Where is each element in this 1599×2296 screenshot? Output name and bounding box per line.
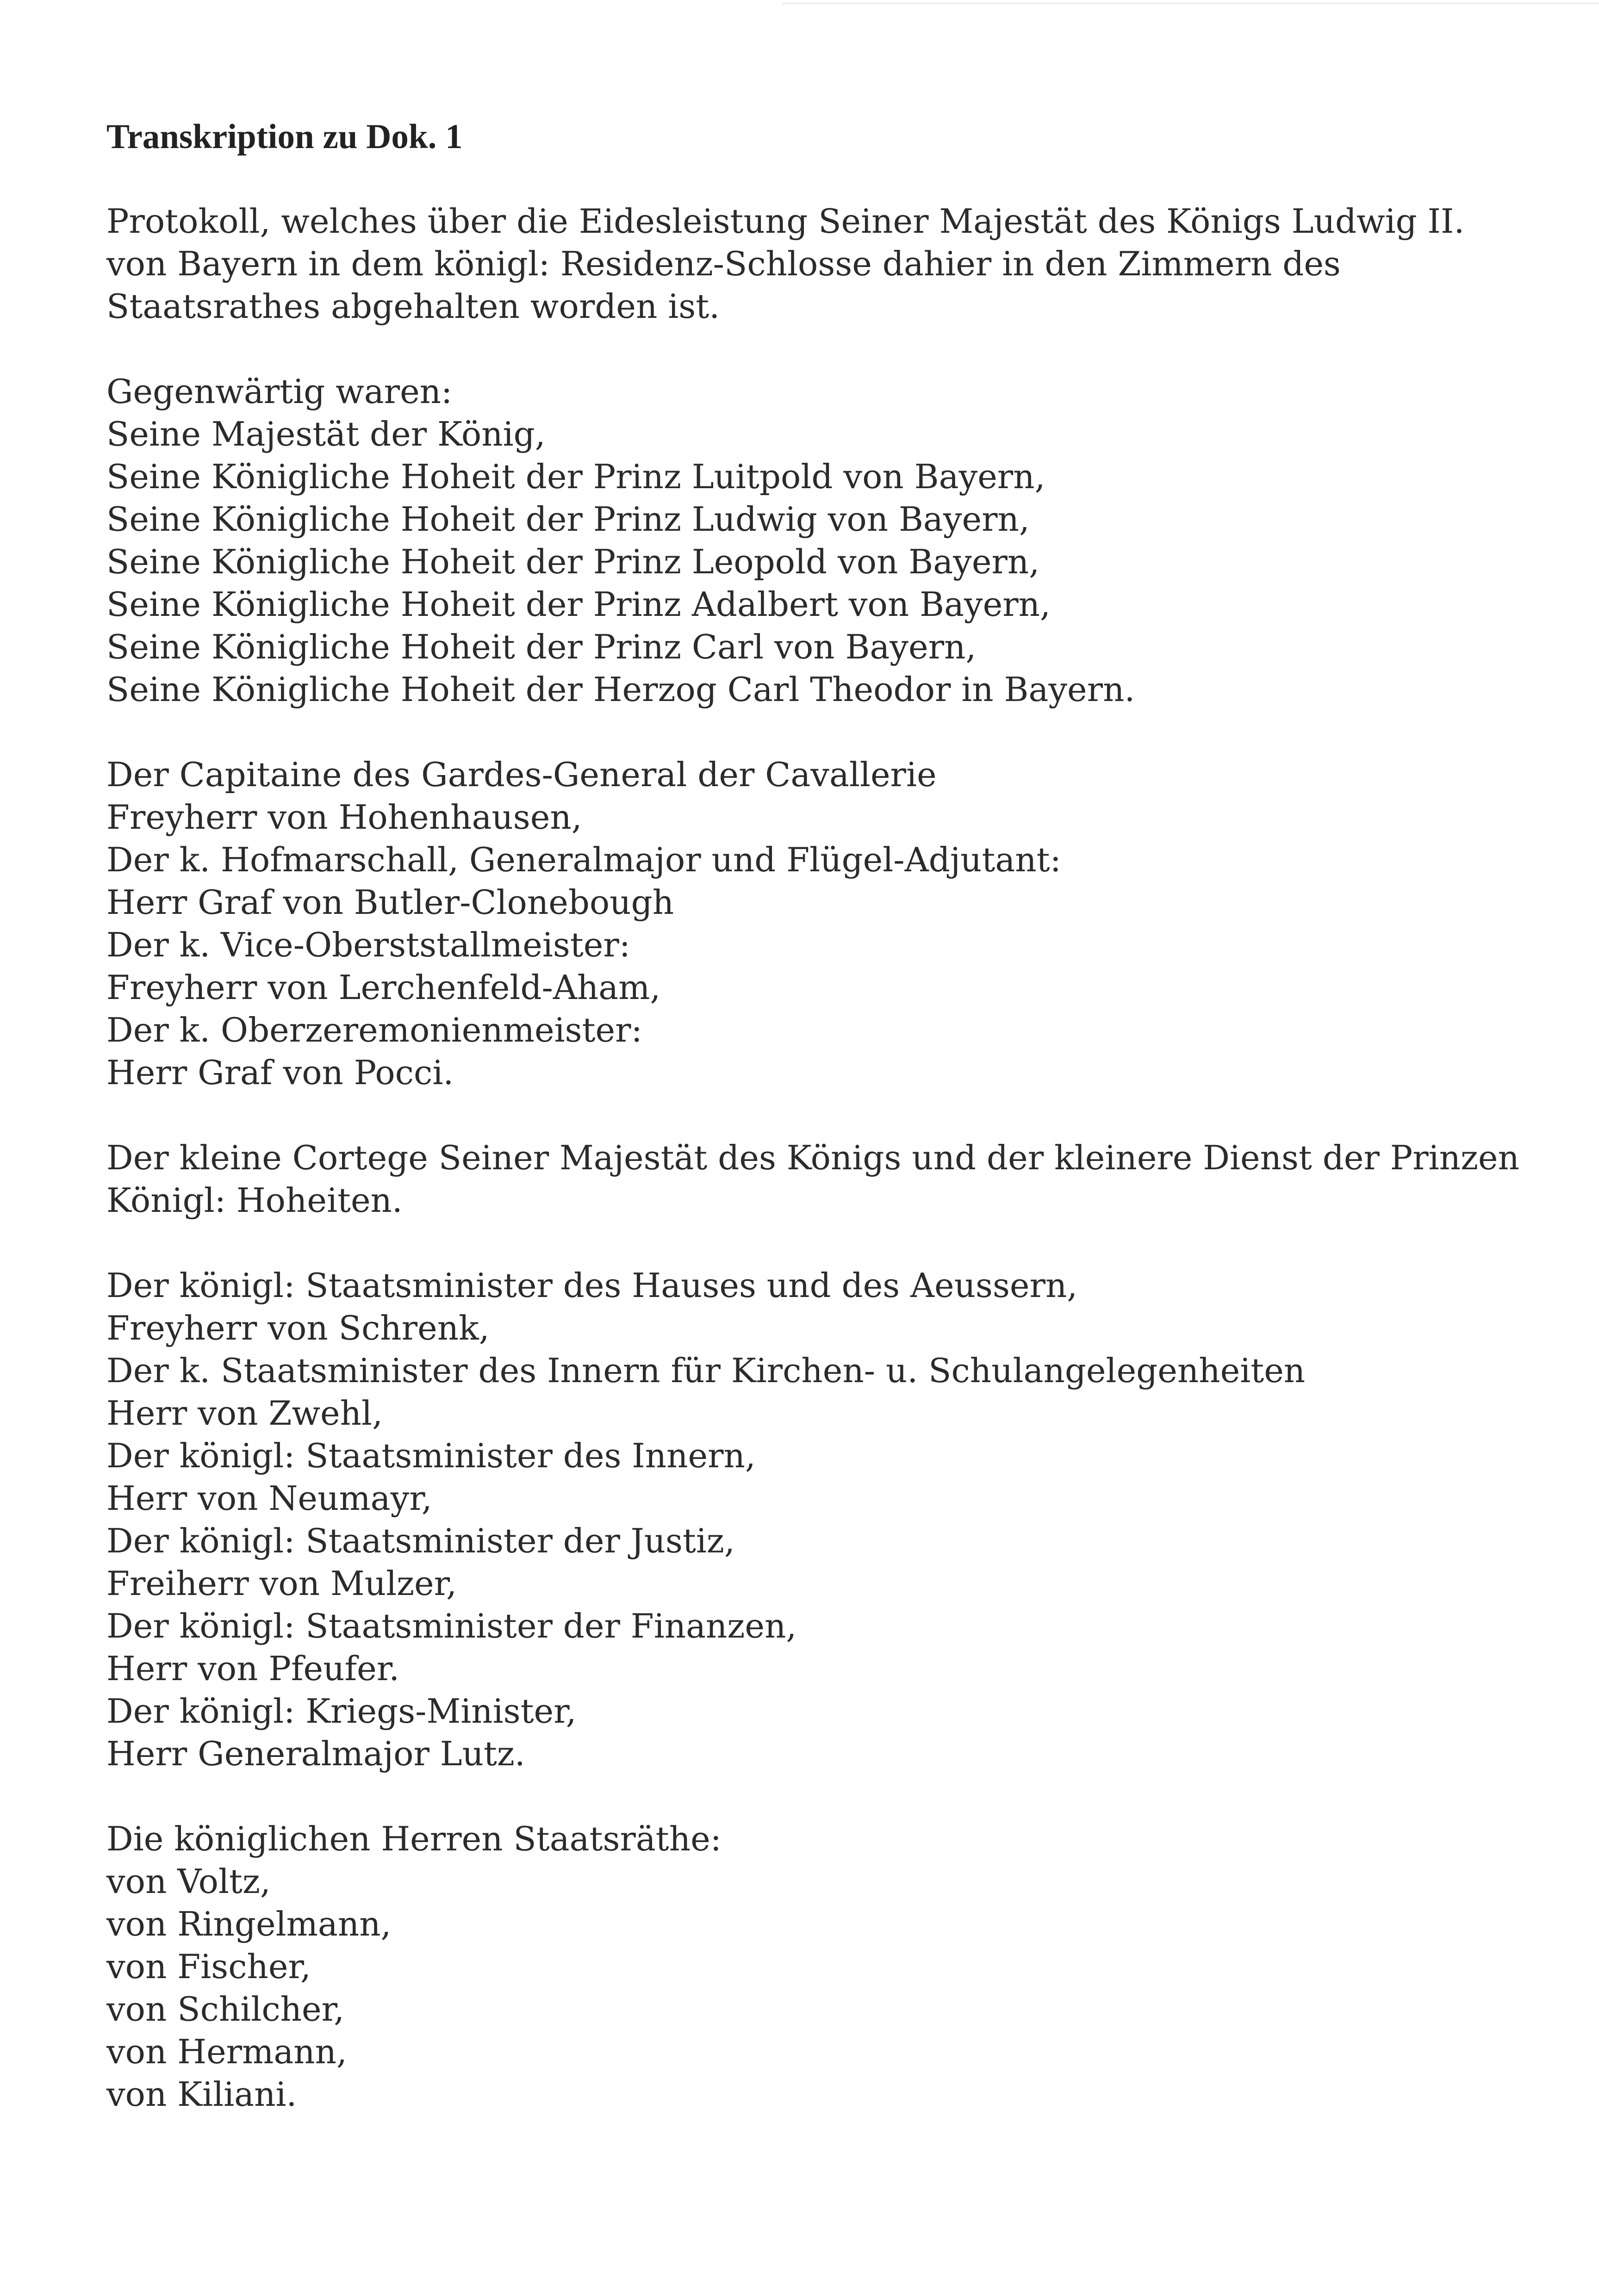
paragraph-block — [106, 200, 1518, 328]
document-page — [106, 116, 1518, 2158]
text-line: Königl: Hoheiten. — [106, 1181, 403, 1220]
text-line: von Hermann, — [106, 2032, 347, 2071]
text-line: Der k. Vice-Oberststallmeister: — [106, 925, 631, 964]
text-line: Die königlichen Herren Staatsräthe: — [106, 1819, 722, 1858]
text-line: Seine Königliche Hoheit der Prinz Leopold von Bayern, — [106, 542, 1040, 581]
text-line: Der königl: Kriegs-Minister, — [106, 1692, 577, 1731]
text-line: Der k. Oberzeremonienmeister: — [106, 1011, 642, 1049]
text-line: Gegenwärtig waren: — [106, 372, 453, 411]
text-line: Seine Königliche Hoheit der Prinz Adalbert von Bayern, — [106, 585, 1051, 624]
text-line: Herr von Zwehl, — [106, 1394, 383, 1433]
paragraph-block — [106, 370, 1518, 711]
text-line: von Ringelmann, — [106, 1905, 392, 1943]
text-line: Der k. Hofmarschall, Generalmajor und Flügel-Adjutant: — [106, 840, 1061, 879]
text-line: Der königl: Staatsminister der Justiz, — [106, 1521, 735, 1560]
text-line: Der königl: Staatsminister des Hauses und des Aeussern, — [106, 1266, 1078, 1305]
text-line: Freyherr von Lerchenfeld-Aham, — [106, 968, 661, 1007]
text-line: Der Capitaine des Gardes-General der Cavallerie — [106, 755, 937, 794]
paragraph-block — [106, 1818, 1518, 2116]
text-line: Der königl: Staatsminister des Innern, — [106, 1436, 756, 1475]
text-line: Seine Königliche Hoheit der Herzog Carl Theodor in Bayern. — [106, 670, 1135, 709]
document-body — [106, 200, 1518, 2116]
top-edge-rule — [782, 3, 1599, 4]
text-line: Freyherr von Hohenhausen, — [106, 798, 582, 837]
text-line: von Fischer, — [106, 1947, 311, 1986]
document-title: Transkription zu Dok. 1 — [106, 118, 463, 156]
text-line: Herr Graf von Pocci. — [106, 1053, 454, 1092]
text-line: von Bayern in dem königl: Residenz-Schlosse dahier in den Zimmern des — [106, 244, 1341, 283]
text-line: Seine Königliche Hoheit der Prinz Carl von Bayern, — [106, 627, 977, 666]
text-line: Protokoll, welches über die Eidesleistung Seiner Majestät des Königs Ludwig II. — [106, 202, 1465, 241]
paragraph-block — [106, 1136, 1518, 1222]
text-line: Der königl: Staatsminister der Finanzen, — [106, 1607, 797, 1645]
text-line: Herr von Neumayr, — [106, 1479, 432, 1518]
text-line: Freiherr von Mulzer, — [106, 1564, 457, 1603]
text-line: von Schilcher, — [106, 1990, 345, 2029]
text-line: von Voltz, — [106, 1862, 271, 1901]
text-line: Seine Majestät der König, — [106, 415, 546, 453]
paragraph-block — [106, 753, 1518, 1094]
paragraph-block — [106, 1264, 1518, 1775]
text-line: Herr Graf von Butler-Clonebough — [106, 883, 674, 922]
text-line: Freyherr von Schrenk, — [106, 1309, 490, 1347]
text-line: Der k. Staatsminister des Innern für Kirchen- u. Schulangelegenheiten — [106, 1351, 1306, 1390]
text-line: Herr von Pfeufer. — [106, 1649, 400, 1688]
text-line: Seine Königliche Hoheit der Prinz Ludwig von Bayern, — [106, 500, 1030, 539]
text-line: Staatsrathes abgehalten worden ist. — [106, 287, 720, 326]
text-line: Herr Generalmajor Lutz. — [106, 1734, 525, 1773]
text-line: Seine Königliche Hoheit der Prinz Luitpold von Bayern, — [106, 457, 1045, 496]
text-line: Der kleine Cortege Seiner Majestät des Königs und der kleinere Dienst der Prinzen — [106, 1138, 1519, 1177]
text-line: von Kiliani. — [106, 2075, 297, 2114]
